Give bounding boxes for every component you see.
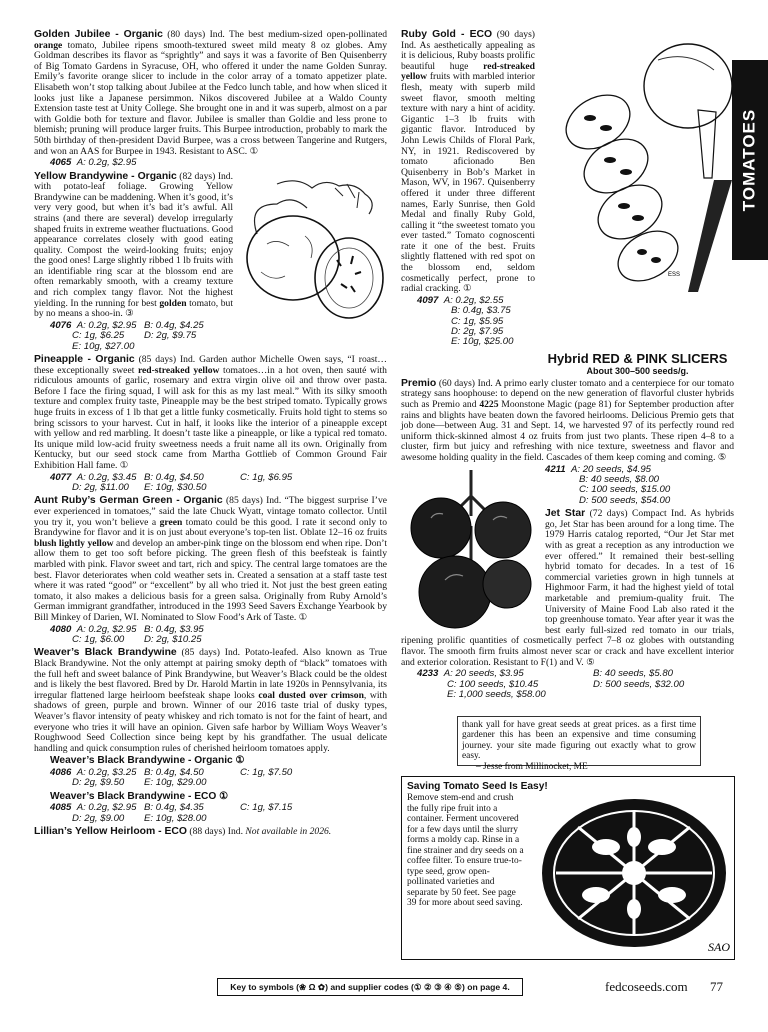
sku: 4086 <box>50 766 72 778</box>
entry-text: and develop an amber-pink tinge on the blossom end when ripe. Don’t allow them to get too soft before picking. The green flesh of this beefsteak is faintly marbled with pink. Flavor sweet and tart, rich and spicy. The central large tomatoes are the best. Flavor deteriorates when cold weather sets in. Created a sensation at a staff taste test where it was rated “good” or “excellent” by all who tried it. Not just the best green eating tomato, it also makes a delicious basis for a green salsa. Originally from Ruby Arnold’s German immigrant grandfather, introduced in the 1993 Seed Savers Exchange Yearbook by Bill Minkey of Darien, WI. Nominated to Slow Food’s Ark of Taste. ① <box>34 537 387 623</box>
right-column <box>401 29 735 700</box>
price: D: 2g, $10.25 <box>144 633 202 645</box>
testimonial-text: thank yall for have great seeds at great prices. as a first time gardener this has been an expensive and time consuming journey. your site made figuring out exactly what to grow easy. <box>462 720 696 762</box>
entry-aunt-rubys <box>34 496 387 623</box>
price-line <box>50 158 144 168</box>
entry-title: Ruby Gold - ECO <box>401 29 493 40</box>
entry-title: Weaver’s Black Brandywine <box>34 647 177 659</box>
entry-title: Jet Star <box>545 508 586 520</box>
website-url[interactable]: fedcoseeds.com <box>605 979 688 994</box>
testimonial-author: – Jesse from Millinocket, ME <box>476 761 588 772</box>
entry-title: Yellow Brandywine - Organic <box>34 170 177 182</box>
entry-days: (82 days) <box>176 170 218 182</box>
entry-text: tomato could be this good. I rate it second only to Brandywine for flavor and it is on just about everyone’s top-ten list. Oblate 12–16 oz fruits <box>34 516 388 539</box>
entry-days: (85 days) <box>176 647 225 659</box>
entry-text: , with shadows of green, purple and brown. Winner of our 2016 taste trial of dusky types, Weaver’s flavor intensity of peaty whiskey and rich tomato is not for the faint of heart, and everyone who tries it will have an opinion. Given safe harbor by William Woys Weaver’s Roughwood Seed Collection since being kept by his grandfather. The usual delicate handling and quick consumption rules of cherished heirloom tomatoes apply. <box>34 689 387 754</box>
entry-bold: orange <box>34 39 63 51</box>
entry-text: Compact Ind. As hybrids go, Jet Star has been around for a long time. The 1979 Harris catalog reported, “Our Jet Star met with as great a reception as any introduction we ever offered.” It remained their best-selling hybrid tomato for decades. In a test of 16 commercial varieties grown in high tunnels at Highmoor Farm, it had the highest yield of total marketable and premium-quality fruit. The University of Maine Food Lab also rated it the top greenhouse tomato. Year after year it was the best early full-sized red tomato in our trials, ripening prolific quantities of cosmetically perfect 7–8 oz globes with outstanding flavor. The smooth firm fruits almost never scar or crack and have excellent interior and exterior coloration. Resistant to F(1) and V. ⑤ <box>401 508 735 668</box>
price: C: 100 seeds, $15.00 <box>579 484 671 496</box>
entry-pineapple <box>34 355 387 472</box>
tip-text: Remove stem-end and crush the fully ripe fruit into a container. Ferment uncovered for a few days until the slurry forms a moldy cap. Rinse in a fine strainer and dry seeds on a coffee filter. To ensure true-to-type seed, grow open-pollinated varieties and separate by 50 feet. See page 39 for more about seed saving. <box>407 793 524 908</box>
entry-text: Ind. with potato-leaf foliage. Growing Yellow Brandywine can be maddening. When it’s good, it’s very very good, but when it’s bad it’s awful. All strains (and there are several) develop irregularly shaped fruits in extreme weather fluctuations. Good appearance correlates closely with good eating quality. Compost the weird-looking fruits; enjoy the good ones! Large slightly ribbed 1 lb fruits with an identifiable ring scar at the blossom end are often remarkably smooth, with a creamy texture and rich complex tangy flavor. Not the highest yielding. In the running for best <box>34 170 234 309</box>
price: D: 500 seeds, $54.00 <box>579 494 671 506</box>
sub-variety-title: Weaver’s Black Brandywine - ECO ① <box>50 790 229 802</box>
entry-text: Ind. A primo early cluster tomato and a centerpiece for our tomato strategy sans hoophouse: to depend on the new generation of flavorful cluster hybrids such as Premio and <box>401 377 734 411</box>
sku: 4077 <box>50 471 72 483</box>
sku: 4211 <box>545 463 566 475</box>
price: A: 20 seeds, $4.95 <box>570 463 651 475</box>
entry-text: Ind. “The biggest surprise I’ve ever experienced in tomatoes,” said the late Chuck Wyatt, vintage tomato collector. Until you try it, you won’t believe a <box>34 495 388 528</box>
price: C: 1g, $6.95 <box>240 471 293 483</box>
entry-premio <box>401 379 734 464</box>
price: B: 0.4g, $3.95 <box>144 623 204 635</box>
price: B: 0.4g, $3.75 <box>451 305 511 317</box>
tip-title: Saving Tomato Seed Is Easy! <box>407 781 548 792</box>
entry-text: fruits with marbled interior flesh, meaty with superb mild sweet flavor, smooth melting texture with nary a hint of acidity. Gigantic 1–3 lb fruits with gigantic flavor. Introduced by John Lewis Childs of Floral Park, NY, in 1921. Rediscovered by tomato aficionado Ben Quisenberry in Bob’s Market in Mason, WV, in 1967. Quisenberry offered it under three different names, Early Sunrise, then Gold Medal and finally Ruby Gold, calling it “the sweetest tomato you ever tasted.” Tomato cognoscenti rate it one of the best. Fruits slightly flattened with red spot on the blossom end, seldom cosmetically perfect, prone to radial cracking. ① <box>401 71 535 295</box>
entry-bold: golden <box>159 297 187 309</box>
testimonial-box <box>457 716 701 772</box>
entry-days: (85 days) <box>134 354 180 366</box>
entry-days: (85 days) <box>222 495 267 507</box>
sku: 4076 <box>50 319 72 331</box>
illustration-signature: ESS <box>668 272 681 278</box>
sku: 4065 <box>50 157 72 169</box>
entry-days: (80 days) <box>162 29 210 40</box>
entry-text: Ind. Garden author Michelle Owen says, “I roast…these exceptionally sweet <box>34 354 387 376</box>
price: E: 1,000 seeds, $58.00 <box>447 688 546 700</box>
price: B: 0.4g, $4.50 <box>144 766 204 778</box>
entry-bold: blush lightly yellow <box>34 537 114 549</box>
section-tab <box>732 60 768 260</box>
section-tab-label: TOMATOES <box>739 108 759 212</box>
tip-signature: SAO <box>708 940 730 954</box>
sku: 4233 <box>417 668 439 680</box>
price: A: 0.2g, $2.95 <box>76 157 137 169</box>
price: C: 1g, $5.95 <box>451 315 504 327</box>
section-heading: Hybrid RED & PINK SLICERS <box>547 350 728 366</box>
entry-title: Pineapple - Organic <box>34 354 135 366</box>
entry-title: Golden Jubilee - Organic <box>34 29 163 40</box>
price: A: 0.2g, $3.45 <box>76 471 137 483</box>
price: B: 40 seeds, $5.80 <box>593 668 674 680</box>
yellow-tomato-illustration <box>237 174 387 322</box>
price: A: 0.2g, $2.95 <box>76 623 137 635</box>
sku: 4097 <box>417 294 439 306</box>
entry-days: (72 days) <box>585 508 632 520</box>
price-codes <box>545 465 734 507</box>
entry-title: Premio <box>401 377 437 389</box>
price: B: 0.4g, $4.25 <box>144 319 204 331</box>
price: C: 1g, $6.00 <box>72 633 125 645</box>
price-codes <box>50 768 387 789</box>
sliced-tomato-illustration <box>538 30 734 292</box>
price: A: 0.2g, $3.25 <box>76 766 137 778</box>
entry-bold: red-streaked yellow <box>401 60 535 83</box>
entry-text: tomato, Jubilee ripens smooth-textured sweet mild meaty 8 oz globes. Amy Goldman describes its flavor as “sprightly” and says it was a favorite of Ben Quisenberry of Big Tomato Gardens in Syracuse, OH, who offered it under the name Golden Sunray. Emily’s favorite orange slicer to include in the color array of a tomato appetizer plate. Elisabeth won’t stop talking about Jubilee at the Fedco lunch table, and how when sliced it looks just like a Japanese persimmon. Nikos discovered Jubilee at a Waldo County Extension taste test at Unity College. She brought one in and it was superb, almost on a par with Goldie both for texture and flavor. Jubilee is smaller than Goldie and less prone to blemish; pruning will produce larger fruits. This Burpee introduction, probably to mark the 50th birthday of then-president David Burpee, was a cross between Tangerine and Rutgers, and won an AAS for Burpee in 1943. Resistant to ASC. ① <box>34 39 387 157</box>
price: D: 2g, $9.50 <box>72 777 125 789</box>
entry-days: (90 days) <box>492 29 535 40</box>
price-codes <box>50 625 387 646</box>
entry-text: Moonstone Magic (page 81) for September production after rains and blights have beaten down the favored heirlooms. Delicious Premio gets that job done—between Aug. 31 and Sept. 14, we harvested 97 of its perfectly round red uniform thick-skinned almost 4 oz fruits from just two plants. These ripen 4–8 to a cluster, firm but juicy and refreshing with nice texture, sweetness and flavor and awesome holding quality in the field. Cascades of them keep coming and coming. ⑤ <box>401 399 734 464</box>
price-codes <box>50 158 387 168</box>
price: C: 100 seeds, $10.45 <box>447 678 539 690</box>
entry-lillians <box>34 827 387 838</box>
price: D: 2g, $11.00 <box>72 482 129 493</box>
entry-text: Ind. As aesthetically appealing as it is delicious, Ruby boasts prolific beautiful huge <box>401 39 535 72</box>
page-number: 77 <box>710 979 723 994</box>
entry-weavers <box>34 648 387 754</box>
footer-key-box: Key to symbols (❀ Ω ✿) and supplier codes (① ② ③ ④ ⑤) on page 4. <box>217 978 523 996</box>
seed-saving-tip-box <box>401 776 735 960</box>
sku: 4080 <box>50 623 72 635</box>
price-codes <box>50 473 387 494</box>
entry-note: Not available in 2026. <box>245 826 332 838</box>
price: D: 2g, $9.75 <box>144 330 197 342</box>
left-column <box>34 30 387 960</box>
price: A: 0.2g, $2.95 <box>76 319 137 331</box>
price: B: 40 seeds, $8.00 <box>579 474 660 486</box>
price: B: 0.4g, $4.50 <box>144 471 204 483</box>
price-codes <box>417 669 734 700</box>
price: E: 10g, $29.00 <box>144 777 207 789</box>
price: C: 1g, $6.25 <box>72 330 125 342</box>
price: D: 2g, $7.95 <box>451 326 504 338</box>
price: A: 0.2g, $2.55 <box>443 294 504 306</box>
entry-text: Ind. Potato-leafed. Also known as True Black Brandywine. Not the only attempt at pairing smoky depth of “black” tomatoes with the full heft and sweet balance of Pink Brandywine, but Weaver’s Black could be the oldest and is likely the best flavored. Bred by Dr. Harold Martin in late 1920s in Pennsylvania, its irregular flattened large heirloom beefsteak shape looks <box>34 647 388 701</box>
price: B: 0.4g, $4.35 <box>144 802 204 814</box>
entry-bold: red-streaked yellow <box>137 364 220 376</box>
price: E: 10g, $28.00 <box>144 812 207 824</box>
cluster-tomato-illustration <box>401 466 541 636</box>
price: C: 1g, $7.15 <box>240 802 293 814</box>
price: E: 10g, $30.50 <box>144 482 207 493</box>
entry-days: (60 days) <box>436 377 478 389</box>
entry-title: Aunt Ruby’s German Green - Organic <box>34 495 223 507</box>
price-codes <box>417 296 734 348</box>
entry-golden-jubilee <box>34 30 387 157</box>
tomato-cross-section-illustration <box>536 787 732 957</box>
entry-bold: 4225 <box>479 399 499 411</box>
price: E: 10g, $27.00 <box>72 340 135 352</box>
price-codes <box>50 321 233 352</box>
entry-text: tomatoes…in a hot oven, then sauté with ridiculous amounts of garlic, rosemary and extra virgin olive oil and throw over pasta. Before I face the firing squad, I will ask for this as my last meal.” With its silky smooth texture and complex fruity taste, Pineapple may be the best striped tomato. Typically grows huge fruits in excess of 1 lb that get a little funky cosmetically. Fruits hold tight to stems so bring scissors to your harvest. Cut in half, it looks like the interior of a pineapple except with yellow and red marbling. It doesn’t taste like a pineapple, or like a typical red tomato. Its unique mild low-acid fruity sweetness needs a fruit name all its own. Originally from Kentucky, but our seed stock came from Martha Gottlieb of Common Ground Fair Exhibition Hall fame. ① <box>34 364 387 471</box>
sku: 4085 <box>50 802 72 814</box>
entry-title: Lillian’s Yellow Heirloom - ECO <box>34 826 188 838</box>
entry-days: (88 days) Ind. <box>187 826 246 838</box>
entry-text: Ind. The best medium-sized open-pollinated <box>209 29 387 40</box>
price: A: 0.2g, $2.95 <box>76 802 137 814</box>
price: D: 2g, $9.00 <box>72 812 125 824</box>
price-codes <box>50 803 387 824</box>
price: E: 10g, $25.00 <box>451 336 514 348</box>
price: C: 1g, $7.50 <box>240 766 293 778</box>
sub-variety-title: Weaver’s Black Brandywine - Organic ① <box>50 755 245 767</box>
entry-text: tomato, but by no means a shoo-in. ③ <box>34 297 233 320</box>
entry-bold: green <box>159 516 183 528</box>
section-subheading: About 300–500 seeds/g. <box>586 365 689 376</box>
entry-bold: coal dusted over crimson <box>258 689 364 701</box>
price: D: 500 seeds, $32.00 <box>593 678 685 690</box>
price: A: 20 seeds, $3.95 <box>443 668 524 680</box>
